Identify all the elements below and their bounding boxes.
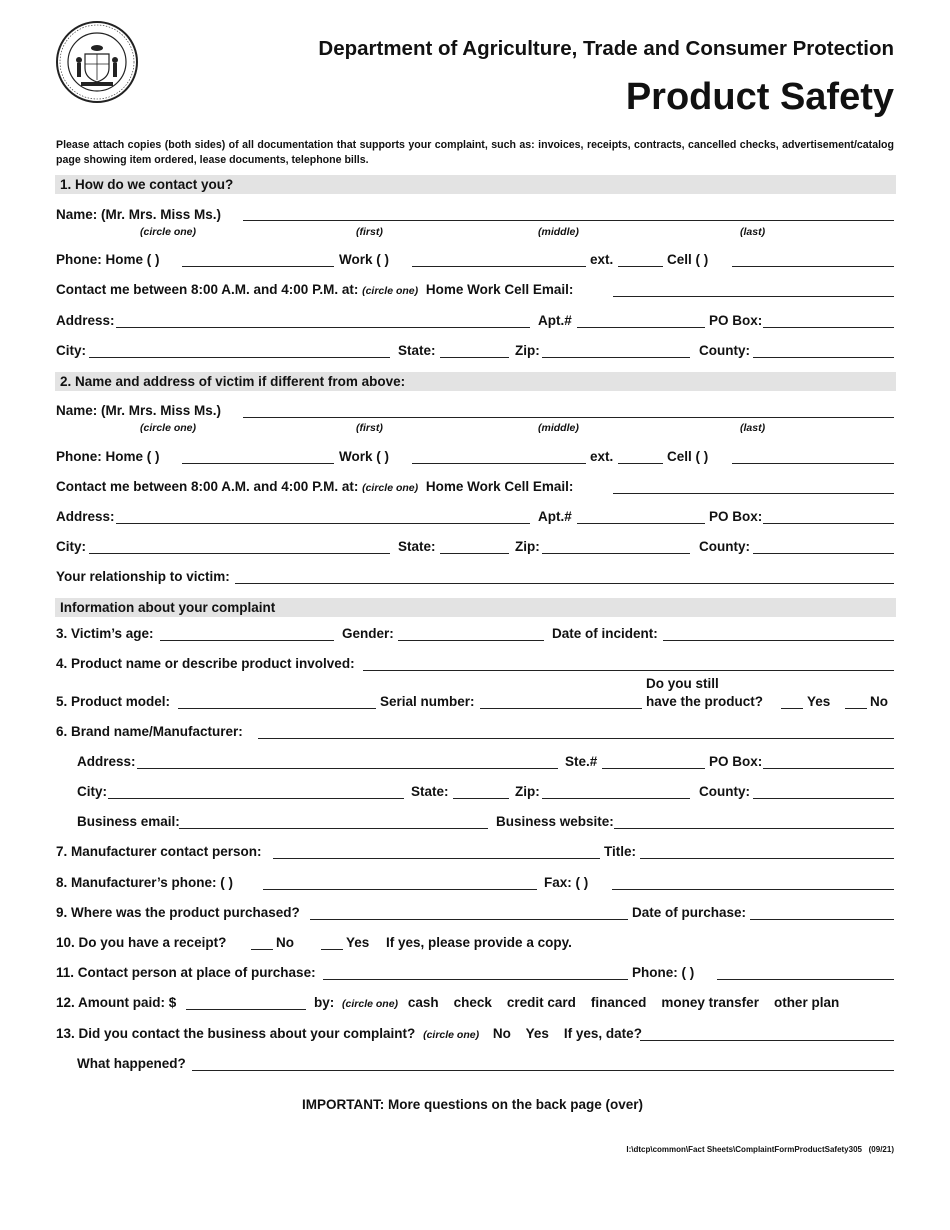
state-field[interactable] [440, 357, 509, 358]
work-label: Work ( ) [339, 252, 389, 267]
amount-paid-field[interactable] [186, 1009, 306, 1010]
phone-home-label: Phone: Home ( ) [56, 252, 160, 267]
date-of-purchase-field[interactable] [750, 919, 894, 920]
department-name: Department of Agriculture, Trade and Consumer Protection [318, 37, 894, 60]
section-2-header: 2. Name and address of victim if different from above: [55, 372, 896, 391]
email-field[interactable] [613, 296, 894, 297]
product-model-field[interactable] [178, 708, 376, 709]
mfr-contact-person-label: 7. Manufacturer contact person: [56, 844, 262, 859]
victim-county-label: County: [699, 539, 750, 554]
first-hint: (first) [356, 226, 383, 238]
mfr-contact-person-field[interactable] [273, 858, 600, 859]
brand-field[interactable] [258, 738, 894, 739]
apt-label: Apt.# [538, 313, 572, 328]
mfr-zip-field[interactable] [542, 798, 690, 799]
city-label: City: [56, 343, 86, 358]
file-path: I:\dtcp\common\Fact Sheets\ComplaintFormProductSafety305 (09/21) [626, 1145, 894, 1154]
state-label: State: [398, 343, 436, 358]
purchase-contact-field[interactable] [323, 979, 628, 980]
date-of-incident-label: Date of incident: [552, 626, 658, 641]
receipt-no-label: No [276, 935, 294, 950]
mfr-state-label: State: [411, 784, 449, 799]
still-have-yes-label: Yes [807, 694, 831, 709]
date-of-incident-field[interactable] [663, 640, 894, 641]
middle-hint: (middle) [538, 226, 579, 238]
intro-text: Please attach copies (both sides) of all documentation that supports your complaint, such as: invoices, receipts, contracts, cancelled checks, advertisement/catalog page showing item ordered, lease documents, telephone bills. [56, 139, 894, 166]
what-happened-field[interactable] [192, 1070, 894, 1071]
mfr-county-label: County: [699, 784, 750, 799]
victim-apt-field[interactable] [577, 523, 705, 524]
victim-cell-label: Cell ( ) [667, 449, 709, 464]
seal-icon [55, 20, 139, 104]
county-label: County: [699, 343, 750, 358]
circle-one-hint: (circle one) [140, 226, 197, 238]
victim-phone-home-label: Phone: Home ( ) [56, 449, 160, 464]
title-field[interactable] [640, 858, 894, 859]
business-email-field[interactable] [179, 828, 488, 829]
title-label: Title: [604, 844, 637, 859]
relationship-field[interactable] [235, 583, 894, 584]
gender-label: Gender: [342, 626, 394, 641]
serial-number-field[interactable] [480, 708, 642, 709]
gender-field[interactable] [398, 640, 544, 641]
victim-po-box-label: PO Box: [709, 509, 763, 524]
victim-county-field[interactable] [753, 553, 894, 554]
victim-email-field[interactable] [613, 493, 894, 494]
victim-age-field[interactable] [160, 640, 334, 641]
product-name-field[interactable] [363, 670, 894, 671]
business-website-label: Business website: [496, 814, 614, 829]
victim-address-label: Address: [56, 509, 115, 524]
victim-po-box-field[interactable] [763, 523, 894, 524]
contact-between-label: Contact me between 8:00 A.M. and 4:00 P.M. at: (circle one) Home Work Cell Email: [56, 282, 574, 297]
city-field[interactable] [89, 357, 390, 358]
victim-ext-label: ext. [590, 449, 614, 464]
receipt-no-blank[interactable] [251, 949, 273, 950]
mfr-address-label: Address: [77, 754, 136, 769]
still-have-label-1: Do you still [646, 676, 719, 691]
state-seal [55, 20, 139, 104]
important-note: IMPORTANT: More questions on the back page (over) [302, 1097, 644, 1112]
mfr-address-field[interactable] [137, 768, 558, 769]
section-1-header: 1. How do we contact you? [55, 175, 896, 194]
victim-state-field[interactable] [440, 553, 509, 554]
what-happened-label: What happened? [77, 1056, 186, 1071]
purchase-place-field[interactable] [310, 919, 628, 920]
victim-address-field[interactable] [116, 523, 530, 524]
still-have-label-2: have the product? [646, 694, 764, 709]
purchase-place-label: 9. Where was the product purchased? [56, 905, 300, 920]
victim-circle-one-hint: (circle one) [140, 422, 197, 434]
fax-field[interactable] [612, 889, 894, 890]
still-have-no-label: No [870, 694, 888, 709]
address-field[interactable] [116, 327, 530, 328]
relationship-label: Your relationship to victim: [56, 569, 230, 584]
receipt-yes-blank[interactable] [321, 949, 343, 950]
amount-paid-label: 12. Amount paid: $ [56, 995, 177, 1010]
victim-name-label: Name: (Mr. Mrs. Miss Ms.) [56, 403, 222, 418]
brand-label: 6. Brand name/Manufacturer: [56, 724, 243, 739]
business-website-field[interactable] [614, 828, 894, 829]
victim-first-hint: (first) [356, 422, 383, 434]
ext-label: ext. [590, 252, 614, 267]
apt-field[interactable] [577, 327, 705, 328]
victim-contact-between-label: Contact me between 8:00 A.M. and 4:00 P.M. at: (circle one) Home Work Cell Email: [56, 479, 574, 494]
ext-field[interactable] [618, 266, 663, 267]
serial-number-label: Serial number: [380, 694, 475, 709]
still-have-yes-blank[interactable] [781, 708, 803, 709]
victim-work-phone-field[interactable] [412, 463, 586, 464]
victim-name-field[interactable] [243, 417, 894, 418]
victim-ext-field[interactable] [618, 463, 663, 464]
mfr-ste-field[interactable] [602, 768, 705, 769]
contacted-business-label: 13. Did you contact the business about your complaint? (circle one) No Yes If yes, date? [56, 1026, 642, 1041]
victim-phone-home-field[interactable] [182, 463, 334, 464]
mfr-zip-label: Zip: [515, 784, 540, 799]
purchase-contact-label: 11. Contact person at place of purchase: [56, 965, 316, 980]
receipt-note: If yes, please provide a copy. [386, 935, 572, 950]
mfr-phone-label: 8. Manufacturer’s phone: ( ) [56, 875, 234, 890]
victim-cell-field[interactable] [732, 463, 894, 464]
victim-zip-field[interactable] [542, 553, 690, 554]
po-box-label: PO Box: [709, 313, 763, 328]
address-label: Address: [56, 313, 115, 328]
still-have-no-blank[interactable] [845, 708, 867, 709]
mfr-city-label: City: [77, 784, 107, 799]
purchase-phone-field[interactable] [717, 979, 894, 980]
victim-last-hint: (last) [740, 422, 766, 434]
victim-age-label: 3. Victim’s age: [56, 626, 154, 641]
zip-label: Zip: [515, 343, 540, 358]
victim-zip-label: Zip: [515, 539, 540, 554]
fax-label: Fax: ( ) [544, 875, 589, 890]
mfr-po-box-field[interactable] [763, 768, 894, 769]
mfr-ste-label: Ste.# [565, 754, 598, 769]
mfr-city-field[interactable] [108, 798, 404, 799]
work-phone-field[interactable] [412, 266, 586, 267]
payment-method-label: by: (circle one) cash check credit card financed money transfer other plan [314, 995, 840, 1010]
section-3-header: Information about your complaint [55, 598, 896, 617]
county-field[interactable] [753, 357, 894, 358]
mfr-state-field[interactable] [453, 798, 509, 799]
zip-field[interactable] [542, 357, 690, 358]
mfr-county-field[interactable] [753, 798, 894, 799]
mfr-po-box-label: PO Box: [709, 754, 763, 769]
victim-work-label: Work ( ) [339, 449, 389, 464]
victim-middle-hint: (middle) [538, 422, 579, 434]
mfr-phone-field[interactable] [263, 889, 537, 890]
product-name-label: 4. Product name or describe product involved: [56, 656, 355, 671]
page-title: Product Safety [625, 76, 894, 118]
cell-field[interactable] [732, 266, 894, 267]
cell-label: Cell ( ) [667, 252, 709, 267]
date-of-purchase-label: Date of purchase: [632, 905, 747, 920]
phone-home-field[interactable] [182, 266, 334, 267]
victim-city-field[interactable] [89, 553, 390, 554]
contacted-date-field[interactable] [640, 1040, 894, 1041]
business-email-label: Business email: [77, 814, 180, 829]
victim-apt-label: Apt.# [538, 509, 572, 524]
receipt-yes-label: Yes [346, 935, 370, 950]
victim-state-label: State: [398, 539, 436, 554]
receipt-label: 10. Do you have a receipt? [56, 935, 227, 950]
purchase-phone-label: Phone: ( ) [632, 965, 695, 980]
po-box-field[interactable] [763, 327, 894, 328]
victim-city-label: City: [56, 539, 86, 554]
name-field[interactable] [243, 220, 894, 221]
last-hint: (last) [740, 226, 766, 238]
name-label: Name: (Mr. Mrs. Miss Ms.) [56, 207, 222, 222]
product-model-label: 5. Product model: [56, 694, 171, 709]
